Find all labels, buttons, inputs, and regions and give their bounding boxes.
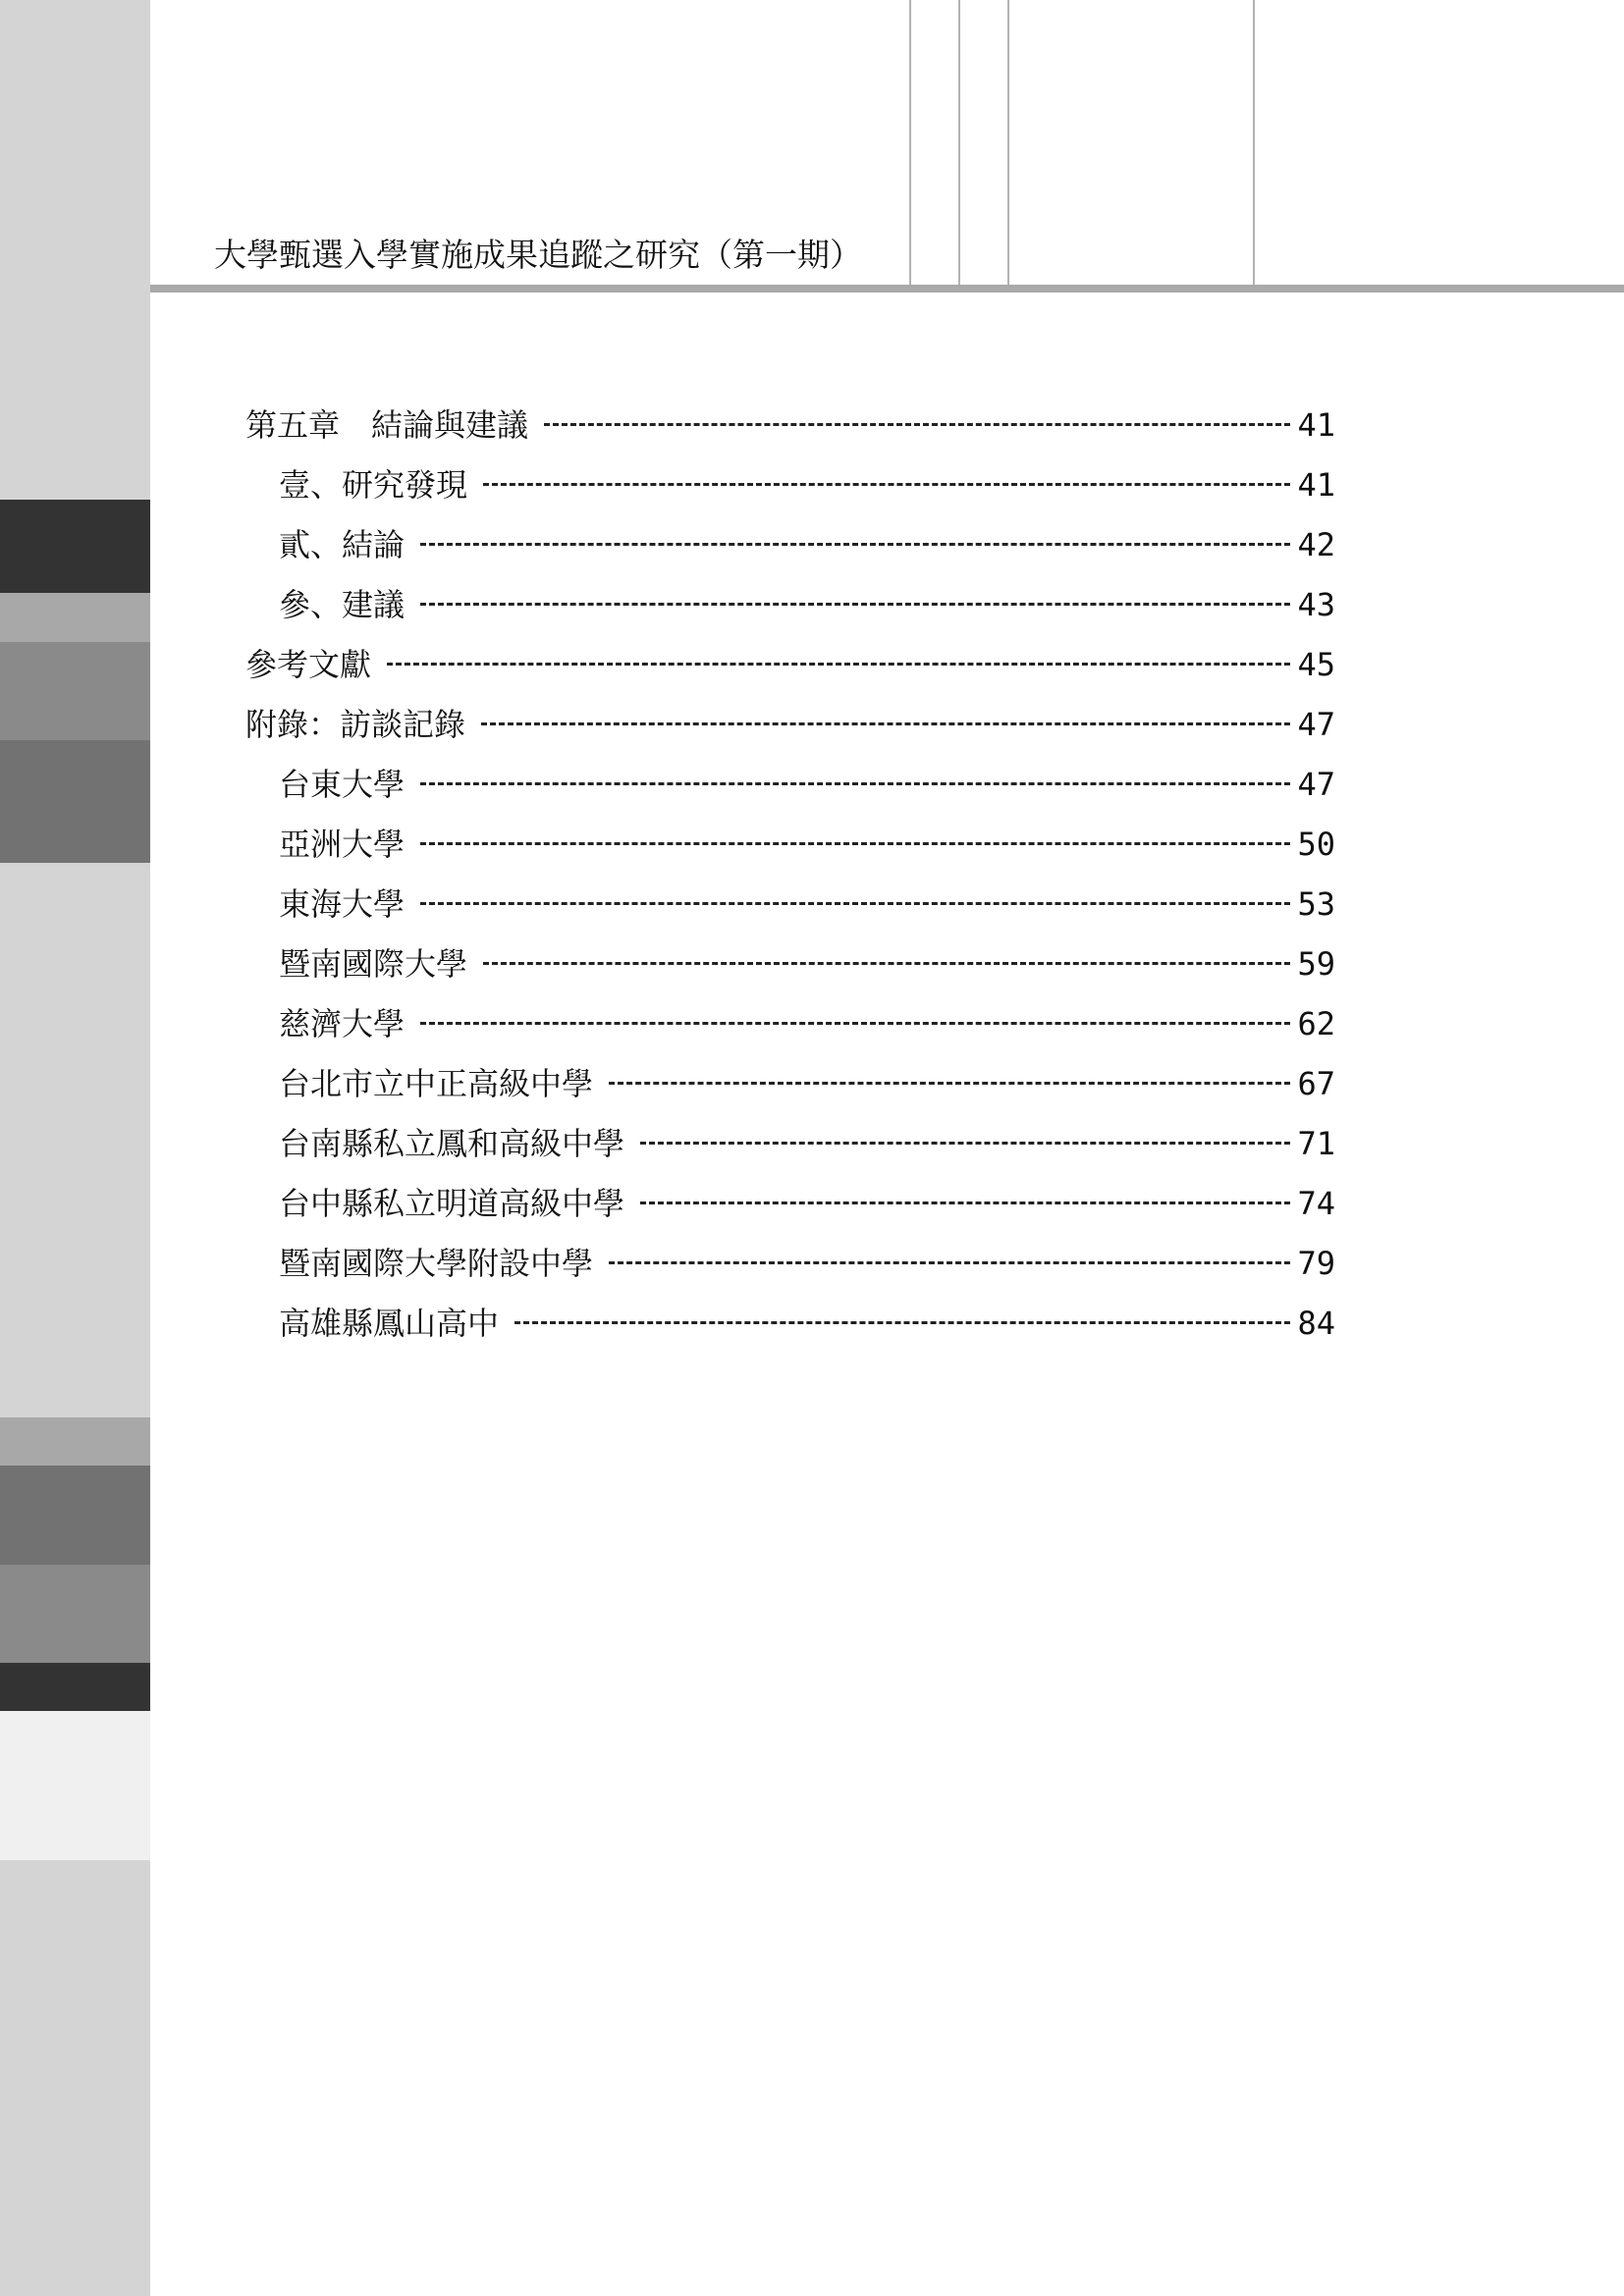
toc-entry-label: 台北市立中正高級中學 <box>279 1065 594 1102</box>
header-divider-line <box>958 0 960 285</box>
toc-entry-label: 壹、研究發現 <box>279 466 468 504</box>
toc-leader-dashes <box>420 1022 1290 1025</box>
toc-entry-page-number: 53 <box>1297 885 1335 923</box>
toc-entry-page-number: 67 <box>1297 1065 1335 1102</box>
toc-entry-label: 貳、結論 <box>279 526 406 563</box>
toc-entry-page-number: 41 <box>1297 466 1335 504</box>
band-segment-pale <box>0 593 150 642</box>
band-segment-white <box>0 1711 150 1860</box>
toc-entry-label: 暨南國際大學 <box>279 945 468 983</box>
toc-entry-page-number: 59 <box>1297 945 1335 983</box>
toc-leader-dashes <box>609 1261 1290 1264</box>
band-segment-dark <box>0 1663 150 1711</box>
band-segment-grey <box>0 740 150 863</box>
toc-entry-page-number: 84 <box>1297 1305 1335 1342</box>
toc-entry[interactable] <box>245 1184 1335 1244</box>
toc-entry-page-number: 71 <box>1297 1125 1335 1162</box>
toc-leader-dashes <box>609 1082 1290 1085</box>
toc-entry-page-number: 47 <box>1297 766 1335 803</box>
toc-entry-page-number: 74 <box>1297 1185 1335 1222</box>
toc-entry[interactable] <box>245 525 1335 585</box>
toc-entry-label: 慈濟大學 <box>279 1005 406 1042</box>
table-of-contents <box>245 405 1335 1363</box>
toc-leader-dashes <box>420 782 1290 785</box>
toc-entry[interactable] <box>245 765 1335 825</box>
toc-entry-page-number: 42 <box>1297 526 1335 563</box>
toc-entry-label: 台中縣私立明道高級中學 <box>279 1185 625 1222</box>
toc-entry-page-number: 45 <box>1297 646 1335 683</box>
toc-leader-dashes <box>420 902 1290 905</box>
toc-entry[interactable] <box>245 1124 1335 1184</box>
toc-entry-label: 台南縣私立鳳和高級中學 <box>279 1125 625 1162</box>
toc-leader-dashes <box>544 423 1290 426</box>
toc-leader-dashes <box>420 603 1290 606</box>
toc-leader-dashes <box>387 663 1290 666</box>
band-segment-mid <box>0 1565 150 1663</box>
toc-leader-dashes <box>514 1321 1290 1324</box>
toc-entry-page-number: 79 <box>1297 1245 1335 1282</box>
toc-leader-dashes <box>481 722 1290 725</box>
toc-entry-label: 高雄縣鳳山高中 <box>279 1305 500 1342</box>
toc-entry[interactable] <box>245 405 1335 465</box>
toc-entry-page-number: 50 <box>1297 826 1335 863</box>
toc-entry[interactable] <box>245 645 1335 705</box>
toc-entry[interactable] <box>245 705 1335 765</box>
band-segment-grey <box>0 1466 150 1565</box>
header-rule <box>150 285 1624 293</box>
toc-entry-page-number: 47 <box>1297 706 1335 743</box>
toc-entry[interactable] <box>245 1064 1335 1124</box>
toc-entry[interactable] <box>245 1244 1335 1304</box>
toc-entry-label: 台東大學 <box>279 766 406 803</box>
band-segment-dark <box>0 500 150 593</box>
toc-leader-dashes <box>420 543 1290 546</box>
band-segment-pale <box>0 1417 150 1466</box>
toc-entry[interactable] <box>245 1304 1335 1363</box>
toc-leader-dashes <box>640 1142 1290 1145</box>
toc-entry-label: 東海大學 <box>279 885 406 923</box>
side-band <box>0 0 150 2296</box>
toc-entry-label: 暨南國際大學附設中學 <box>279 1245 594 1282</box>
running-header-title: 大學甄選入學實施成果追蹤之研究（第一期） <box>214 236 862 274</box>
toc-entry-page-number: 41 <box>1297 406 1335 444</box>
toc-entry[interactable] <box>245 465 1335 525</box>
header-divider-line <box>909 0 911 285</box>
band-segment-mid <box>0 642 150 740</box>
toc-entry-page-number: 43 <box>1297 586 1335 623</box>
toc-entry[interactable] <box>245 825 1335 884</box>
toc-entry-label: 亞洲大學 <box>279 826 406 863</box>
header-divider-line <box>1253 0 1255 285</box>
toc-entry-label: 參、建議 <box>279 586 406 623</box>
toc-entry-page-number: 62 <box>1297 1005 1335 1042</box>
toc-leader-dashes <box>483 483 1290 486</box>
toc-entry[interactable] <box>245 884 1335 944</box>
toc-entry-label: 第五章 結論與建議 <box>245 406 529 444</box>
toc-entry-label: 參考文獻 <box>245 646 372 683</box>
toc-entry[interactable] <box>245 1004 1335 1064</box>
toc-leader-dashes <box>640 1201 1290 1204</box>
toc-entry[interactable] <box>245 944 1335 1004</box>
toc-leader-dashes <box>483 962 1290 965</box>
toc-entry[interactable] <box>245 585 1335 645</box>
header-divider-line <box>1007 0 1009 285</box>
toc-entry-label: 附錄：訪談記錄 <box>245 706 466 743</box>
toc-leader-dashes <box>420 842 1290 845</box>
